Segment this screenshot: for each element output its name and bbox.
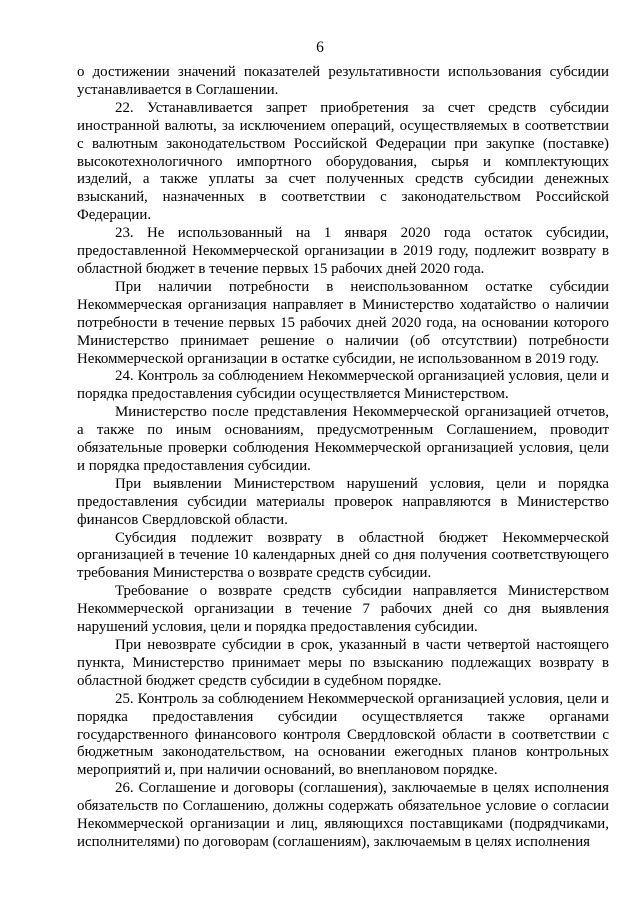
paragraph-24-part-3: При выявлении Министерством нарушений условия, цели и порядка предоставления субсидии материалы проверок направляются в Министерство финансов Свердловской области.	[77, 475, 609, 528]
page-number: 6	[316, 39, 324, 56]
paragraph-24-part-4: Субсидия подлежит возврату в областной бюджет Некоммерческой организацией в течение 10 календарных дней со дня получения соответствующего требования Министерства о возврате средств субсидии.	[77, 529, 609, 582]
paragraph-26: 26. Соглашение и договоры (соглашения), заключаемые в целях исполнения обязательств по Соглашению, должны содержать обязательное условие о согласии Некоммерческой организации и лиц, являющихся поставщиками (подрядчиками, исполнителями) по договорам (соглашениям), заключаемым в целях исполнения	[77, 780, 609, 850]
paragraph-24: 24. Контроль за соблюдением Некоммерческой организацией условия, цели и порядка предоставления субсидии осуществляется Министерством.	[77, 368, 609, 403]
paragraph-23-part-2: При наличии потребности в неиспользованном остатке субсидии Некоммерческая организация направляет в Министерство ходатайство о наличии потребности в течение первых 15 рабочих дней 2020 года, на основании которого Министерство принимает решение о наличии (об отсутствии) потребности Некоммерческой организации в остатке субсидии, не использованном в 2019 году.	[77, 278, 609, 367]
paragraph-22: 22. Устанавливается запрет приобретения за счет средств субсидии иностранной валюты, за исключением операций, осуществляемых в соответствии с валютным законодательством Российской Федерации при закупке (поставке) высокотехнологичного импортного оборудования, сырья и комплектующих изделий, а также уплаты за счет полученных средств субсидии денежных взысканий, назначенных в соответствии с законодательством Российской Федерации.	[77, 99, 609, 224]
document-body	[77, 64, 609, 852]
paragraph-25: 25. Контроль за соблюдением Некоммерческой организацией условия, цели и порядка предоставления субсидии осуществляется также органами государственного финансового контроля Свердловской области в соответствии с бюджетным законодательством, на основании ежегодных планов контрольных мероприятий и, при наличии оснований, во внеплановом порядке.	[77, 690, 609, 779]
paragraph-24-part-6: При невозврате субсидии в срок, указанный в части четвертой настоящего пункта, Министерство принимает меры по взысканию подлежащих возврату в областной бюджет средств субсидии в судебном порядке.	[77, 637, 609, 689]
paragraph-24-part-5: Требование о возврате средств субсидии направляется Министерством Некоммерческой организации в течение 7 рабочих дней со дня выявления нарушений условия, цели и порядка предоставления субсидии.	[77, 583, 609, 636]
paragraph-24-part-2: Министерство после представления Некоммерческой организацией отчетов, а также по иным основаниям, предусмотренным Соглашением, проводит обязательные проверки соблюдения Некоммерческой организацией условия, цели и порядка предоставления субсидии.	[77, 404, 609, 474]
paragraph-continuation: о достижении значений показателей результативности использования субсидии устанавливается в Соглашении.	[77, 64, 609, 98]
paragraph-23: 23. Не использованный на 1 января 2020 года остаток субсидии, предоставленной Некоммерческой организации в 2019 году, подлежит возврату в областной бюджет в течение первых 15 рабочих дней 2020 года.	[77, 225, 609, 277]
